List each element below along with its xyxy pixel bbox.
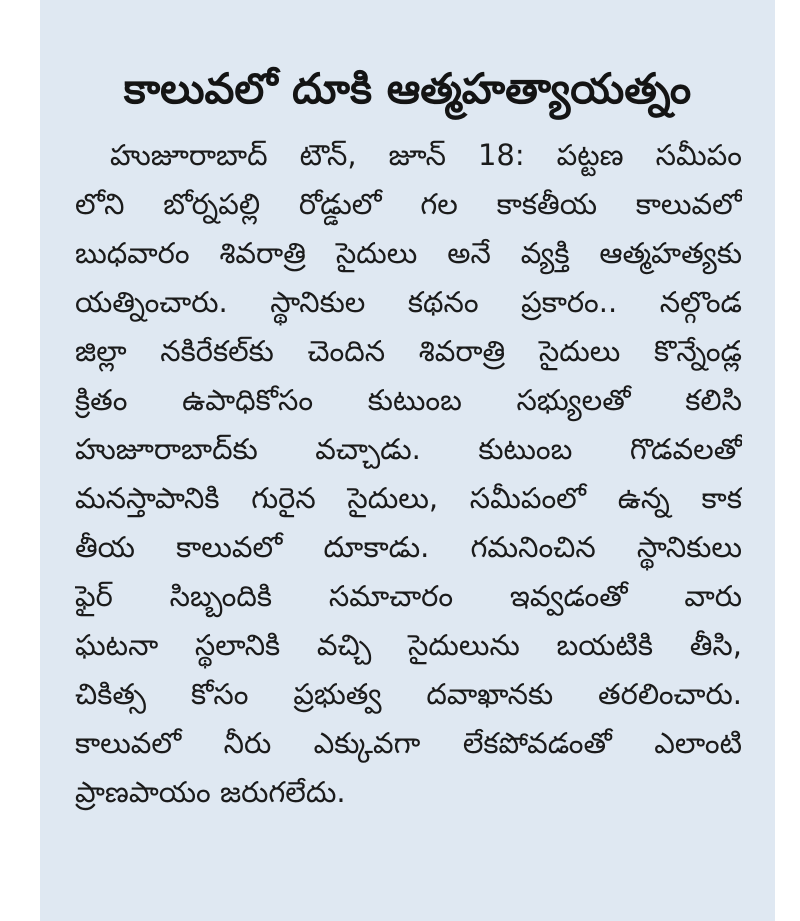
- article-line: తీయ కాలువలో దూకాడు. గమనించిన స్థానికులు: [75, 530, 742, 564]
- article-line: చికిత్స కోసం ప్రభుత్వ దవాఖానకు తరలించారు.: [75, 677, 742, 711]
- article-line: కాలువలో నీరు ఎక్కువగా లేకపోవడంతో ఎలాంటి: [75, 726, 742, 760]
- article-line: హుజూరాబాద్‌కు వచ్చాడు. కుటుంబ గొడవలతో: [75, 432, 742, 466]
- article-line: జిల్లా నకిరేకల్‌కు చెందిన శివరాత్రి సైదులు కొన్నేండ్ల: [75, 334, 742, 368]
- article-headline: కాలువలో దూకి ఆత్మహత్యాయత్నం: [123, 64, 692, 113]
- article-line: మనస్తాపానికి గురైన సైదులు, సమీపంలో ఉన్న కాక: [75, 481, 742, 515]
- article-line: లోని బోర్నపల్లి రోడ్డులో గల కాకతీయ కాలువలో: [75, 187, 742, 221]
- article-body: [75, 131, 742, 817]
- article-line: యత్నించారు. స్థానికుల కథనం ప్రకారం.. నల్గొండ: [75, 285, 742, 319]
- article-line: ప్రాణపాయం జరుగలేదు.: [75, 775, 346, 809]
- newspaper-clipping: [40, 0, 775, 921]
- article-line: ఘటనా స్థలానికి వచ్చి సైదులును బయటికి తీసి,: [75, 628, 742, 662]
- article-line: క్రితం ఉపాధికోసం కుటుంబ సభ్యులతో కలిసి: [75, 383, 742, 417]
- article-line: బుధవారం శివరాత్రి సైదులు అనే వ్యక్తి ఆత్మహత్యకు: [75, 236, 742, 270]
- article-line: ఫైర్ సిబ్బందికి సమాచారం ఇవ్వడంతో వారు: [75, 579, 742, 613]
- article-line: హుజూరాబాద్ టౌన్, జూన్ 18: పట్టణ సమీపం: [110, 138, 742, 172]
